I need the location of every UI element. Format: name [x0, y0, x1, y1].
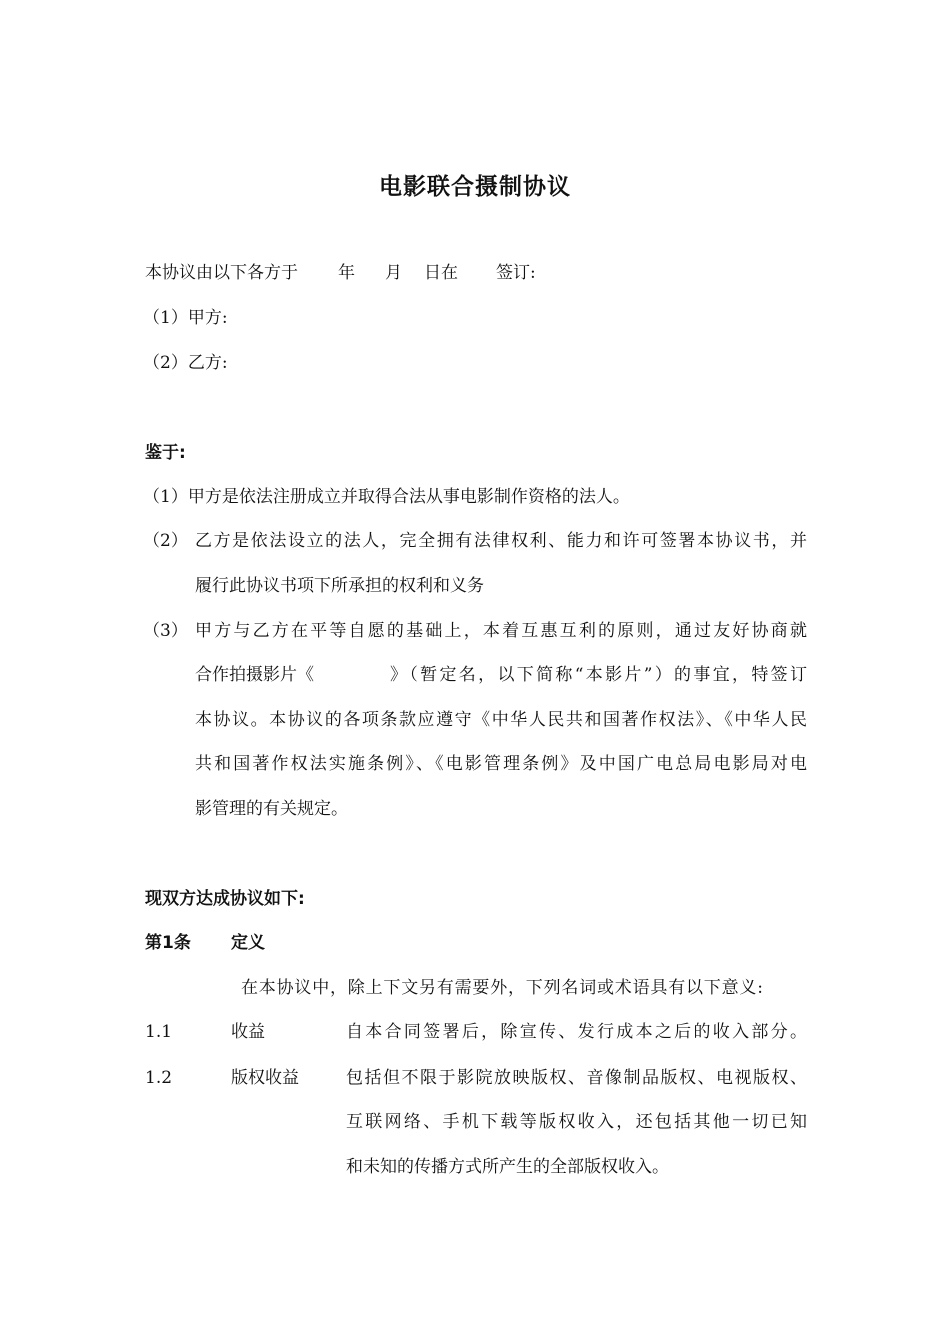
intro-signed: 签订:	[496, 263, 536, 283]
agreement-heading: 现双方达成协议如下:	[145, 889, 305, 909]
whereas-item-3-line-4: 共和国著作权法实施条例》、《电影管理条例》及中国广电总局电影局对电	[195, 754, 807, 774]
definition-1-2-num: 1.2	[145, 1068, 173, 1088]
article-1-intro: 在本协议中，除上下文另有需要外，下列名词或术语具有以下意义:	[241, 978, 764, 998]
definition-1-1-num: 1.1	[145, 1022, 173, 1042]
whereas-heading: 鉴于:	[145, 443, 186, 463]
party-b: （2）乙方:	[143, 353, 228, 373]
article-1-number: 第1条	[145, 933, 191, 953]
party-a: （1）甲方:	[143, 308, 228, 328]
definition-1-2-line-1: 包括但不限于影院放映版权、音像制品版权、电视版权、	[346, 1068, 807, 1088]
definition-1-1-text: 自本合同签署后，除宣传、发行成本之后的收入部分。	[346, 1022, 807, 1042]
definition-1-1-term: 收益	[231, 1022, 265, 1042]
article-1-title: 定义	[231, 933, 265, 953]
whereas-item-3-line-5: 影管理的有关规定。	[195, 799, 348, 819]
intro-prefix: 本协议由以下各方于	[145, 263, 298, 283]
whereas-item-1: （1）甲方是依法注册成立并取得合法从事电影制作资格的法人。	[143, 487, 630, 507]
party-a-label: 甲方:	[187, 308, 228, 328]
document-title: 电影联合摄制协议	[379, 174, 571, 200]
definition-1-2-line-2: 互联网络、手机下载等版权收入，还包括其他一切已知	[346, 1112, 807, 1132]
intro-day-at: 日在	[424, 263, 458, 283]
definition-1-2-line-3: 和未知的传播方式所产生的全部版权收入。	[346, 1157, 669, 1177]
intro-year: 年	[338, 263, 355, 283]
party-b-label: 乙方:	[187, 353, 228, 373]
whereas-item-3-line-1: 甲方与乙方在平等自愿的基础上，本着互惠互利的原则，通过友好协商就	[195, 621, 807, 641]
intro-month: 月	[385, 263, 402, 283]
definition-1-2-term: 版权收益	[231, 1068, 299, 1088]
whereas-item-3-line-3: 本协议。本协议的各项条款应遵守《中华人民共和国著作权法》、《中华人民	[195, 710, 807, 730]
whereas-item-2-line-1: 乙方是依法设立的法人，完全拥有法律权利、能力和许可签署本协议书，并	[195, 531, 807, 551]
whereas-item-2: （2）	[143, 531, 188, 551]
whereas-item-2-line-2: 履行此协议书项下所承担的权利和义务	[195, 576, 484, 596]
whereas-item-3: （3）	[143, 621, 188, 641]
whereas-item-3-line-2a: 合作拍摄影片《	[195, 665, 314, 685]
intro-line	[145, 261, 536, 285]
whereas-item-3-line-2b: 》（暂定名，以下简称“本影片”）的事宜，特签订	[390, 665, 807, 685]
